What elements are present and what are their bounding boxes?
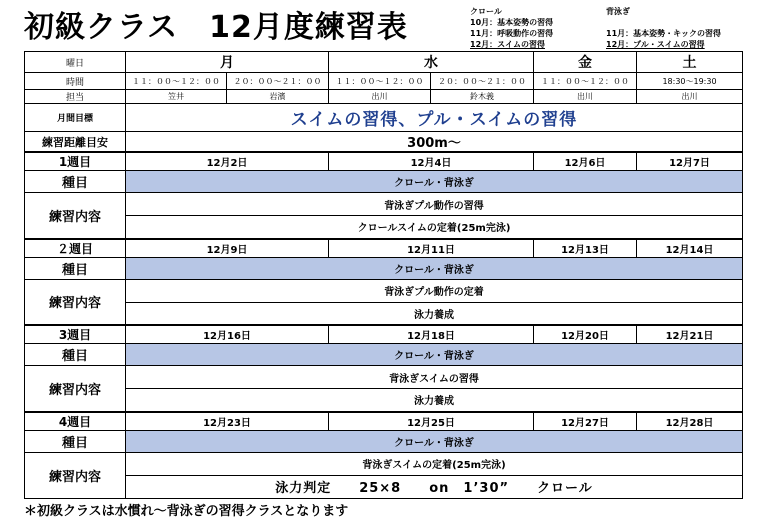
week-label: 1週目 xyxy=(25,152,126,171)
date-cell: 12月7日 xyxy=(637,152,743,171)
week-label: 3週目 xyxy=(25,325,126,344)
content-label: 練習内容 xyxy=(25,279,126,325)
distance-value: 300m～ xyxy=(126,132,743,153)
content-label: 練習内容 xyxy=(25,193,126,239)
content-line: 背泳ぎプル動作の習得 xyxy=(126,193,743,216)
date-cell: 12月13日 xyxy=(534,239,637,258)
staff-name: 岩濱 xyxy=(227,90,329,104)
date-cell: 12月6日 xyxy=(534,152,637,171)
staff-name: 出川 xyxy=(329,90,431,104)
time-slot: １１：００～１２：００ xyxy=(126,73,227,90)
event-value: クロール・背泳ぎ xyxy=(126,171,743,193)
distance-label: 練習距離目安 xyxy=(25,132,126,153)
date-cell: 12月25日 xyxy=(329,412,534,431)
footnote: ＊初級クラスは水慣れ～背泳ぎの習得クラスとなります xyxy=(24,504,349,519)
content-line: 泳力養成 xyxy=(126,389,743,412)
note-line: 背泳ぎ xyxy=(606,7,630,16)
staff-label: 担当 xyxy=(25,90,126,104)
crawl-notes xyxy=(470,6,553,50)
backstroke-notes xyxy=(606,6,721,50)
note-line: 11月：基本姿勢・キックの習得 xyxy=(606,29,721,38)
date-cell: 12月16日 xyxy=(126,325,329,344)
content-line: 泳力養成 xyxy=(126,302,743,325)
note-line: 12月：スイムの習得 xyxy=(470,40,545,49)
time-slot: １１：００～１２：００ xyxy=(534,73,637,90)
date-cell: 12月4日 xyxy=(329,152,534,171)
staff-name: 笠井 xyxy=(126,90,227,104)
date-cell: 12月28日 xyxy=(637,412,743,431)
date-cell: 12月18日 xyxy=(329,325,534,344)
time-slot: ２０：００～２１：００ xyxy=(431,73,534,90)
day-mon: 月 xyxy=(126,52,329,73)
content-line: 背泳ぎスイムの習得 xyxy=(126,366,743,389)
day-wed: 水 xyxy=(329,52,534,73)
time-slot: 18:30～19:30 xyxy=(637,73,743,90)
date-cell: 12月20日 xyxy=(534,325,637,344)
event-label: 種目 xyxy=(25,171,126,193)
note-line: クロール xyxy=(470,7,502,16)
note-line: 10月：基本姿勢の習得 xyxy=(470,18,554,27)
staff-name: 鈴木義 xyxy=(431,90,534,104)
staff-name: 出川 xyxy=(534,90,637,104)
content-line: 背泳ぎプル動作の定着 xyxy=(126,279,743,302)
content-label: 練習内容 xyxy=(25,366,126,412)
date-cell: 12月21日 xyxy=(637,325,743,344)
date-cell: 12月9日 xyxy=(126,239,329,258)
note-line: 11月：呼吸動作の習得 xyxy=(470,29,554,38)
event-value: クロール・背泳ぎ xyxy=(126,257,743,279)
event-label: 種目 xyxy=(25,344,126,366)
time-label: 時間 xyxy=(25,73,126,90)
content-line: 泳力判定 25×8 on 1’30” クロール xyxy=(126,475,743,498)
week-label: 4週目 xyxy=(25,412,126,431)
event-value: クロール・背泳ぎ xyxy=(126,430,743,452)
date-cell: 12月11日 xyxy=(329,239,534,258)
date-cell: 12月14日 xyxy=(637,239,743,258)
note-line: 12月：プル・スイムの習得 xyxy=(606,40,705,49)
date-cell: 12月27日 xyxy=(534,412,637,431)
time-slot: １１：００～１２：００ xyxy=(329,73,431,90)
date-cell: 12月23日 xyxy=(126,412,329,431)
event-value: クロール・背泳ぎ xyxy=(126,344,743,366)
day-sat: 土 xyxy=(637,52,743,73)
content-line: 背泳ぎスイムの定着(25m完泳) xyxy=(126,452,743,475)
staff-name: 出川 xyxy=(637,90,743,104)
goal-label: 月間目標 xyxy=(25,104,126,132)
schedule-table xyxy=(24,51,743,499)
date-cell: 12月2日 xyxy=(126,152,329,171)
content-line: クロールスイムの定着(25m完泳) xyxy=(126,216,743,239)
day-fri: 金 xyxy=(534,52,637,73)
week-label: ２週目 xyxy=(25,239,126,258)
event-label: 種目 xyxy=(25,257,126,279)
weekday-label: 曜日 xyxy=(25,52,126,73)
time-slot: ２０：００～２１：００ xyxy=(227,73,329,90)
monthly-goal: スイムの習得、プル・スイムの習得 xyxy=(126,104,743,132)
content-label: 練習内容 xyxy=(25,452,126,498)
event-label: 種目 xyxy=(25,430,126,452)
page-title: 初級クラス 12月度練習表 xyxy=(24,10,408,45)
